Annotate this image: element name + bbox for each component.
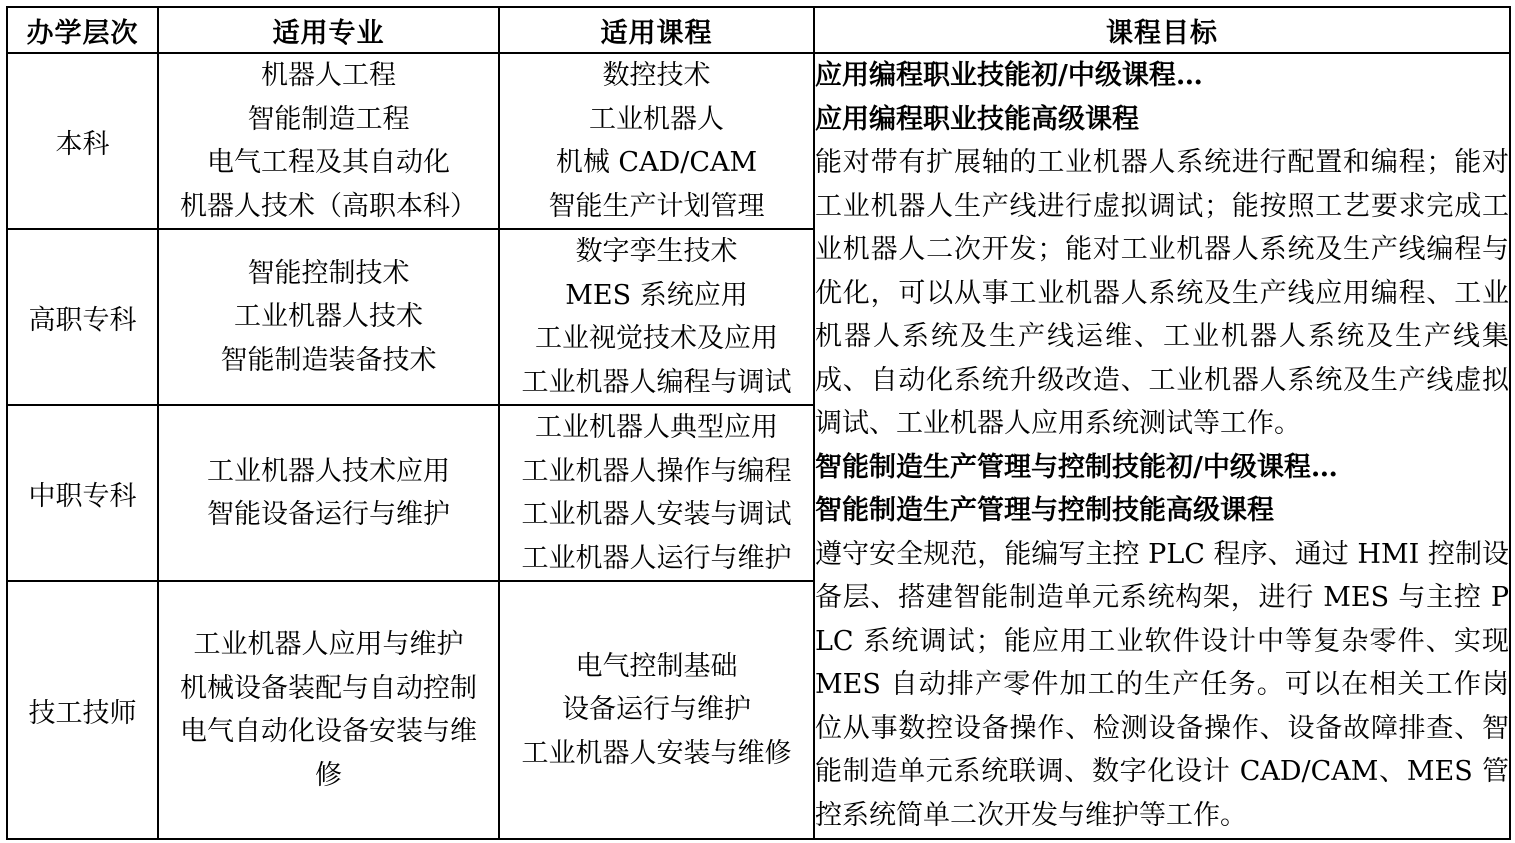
majors-cell: [158, 581, 499, 839]
level-cell: 本科: [7, 53, 158, 229]
courses-cell: [499, 405, 814, 581]
majors-cell: [158, 53, 499, 229]
header-courses: 适用课程: [499, 7, 814, 53]
major-item: 工业机器人技术应用: [207, 455, 450, 487]
level-cell: 中职专科: [7, 405, 158, 581]
majors-cell: [158, 229, 499, 405]
goals-cell: [814, 53, 1510, 839]
level-cell: 技工技师: [7, 581, 158, 839]
course-item: 设备运行与维护: [562, 694, 751, 726]
major-item: 智能设备运行与维护: [207, 499, 450, 530]
goal-heading: 智能制造生产管理与控制技能初/中级课程…: [815, 451, 1338, 483]
course-table: [6, 6, 1511, 840]
table-row: [7, 53, 1510, 229]
goal-heading: 智能制造生产管理与控制技能高级课程: [815, 495, 1274, 526]
major-item: 机器人技术（高职本科）: [180, 190, 477, 222]
courses-cell: [499, 53, 814, 229]
goal-heading: 应用编程职业技能初/中级课程…: [815, 60, 1203, 91]
level-cell: 高职专科: [7, 229, 158, 405]
course-item: 智能生产计划管理: [548, 190, 765, 222]
major-item: 工业机器人技术: [234, 301, 423, 333]
major-item: 智能制造装备技术: [220, 344, 437, 376]
major-item: 电气自动化设备安装与维修: [180, 716, 477, 791]
course-item: 数控技术: [602, 60, 711, 91]
goal-heading: 应用编程职业技能高级课程: [815, 103, 1139, 135]
major-item: 工业机器人应用与维护: [193, 629, 464, 660]
goal-description: 能对带有扩展轴的工业机器人系统进行配置和编程；能对工业机器人生产线进行虚拟调试；能按照工艺要求完成工业机器人二次开发；能对工业机器人系统及生产线编程与优化，可以从事工业机器人系统及生产线应用编程、工业机器人系统及生产线运维、工业机器人系统及生产线集成、自动化系统升级改造、工业机器人系统及生产线虚拟调试、工业机器人应用系统测试等工作。: [815, 147, 1509, 439]
header-majors: 适用专业: [158, 7, 499, 53]
course-item: 机械 CAD/CAM: [555, 147, 758, 178]
course-item: 工业机器人: [589, 103, 724, 135]
courses-cell: [499, 581, 814, 839]
major-item: 电气工程及其自动化: [207, 147, 450, 178]
course-item: 工业机器人安装与维修: [521, 737, 792, 769]
course-item: 工业机器人安装与调试: [521, 499, 792, 530]
course-item: 工业机器人操作与编程: [521, 455, 792, 487]
course-item: 工业视觉技术及应用: [535, 323, 778, 354]
goal-description: 遵守安全规范，能编写主控 PLC 程序、通过 HMI 控制设备层、搭建智能制造单元系统构架，进行 MES 与主控 PLC 系统调试；能应用工业软件设计中等复杂零件、实现 MES 自动排产零件加工的生产任务。可以在相关工作岗位从事数控设备操作、检测设备操作、设备故障排查、智能制造单元系统联调、数字化设计 CAD/CAM、MES 管控系统简单二次开发与维护等工作。: [815, 538, 1509, 831]
course-item: 工业机器人运行与维护: [521, 542, 792, 574]
header-goals: 课程目标: [814, 7, 1510, 53]
course-item: 数字孪生技术: [575, 236, 738, 267]
major-item: 智能制造工程: [247, 103, 410, 135]
course-item: 电气控制基础: [575, 650, 738, 682]
courses-cell: [499, 229, 814, 405]
major-item: 智能控制技术: [247, 257, 410, 289]
majors-cell: [158, 405, 499, 581]
header-row: [7, 7, 1510, 53]
major-item: 机器人工程: [261, 60, 396, 91]
header-level: 办学层次: [7, 7, 158, 53]
course-item: 工业机器人典型应用: [535, 412, 778, 443]
course-item: MES 系统应用: [565, 279, 748, 311]
major-item: 机械设备装配与自动控制: [180, 672, 477, 704]
course-item: 工业机器人编程与调试: [521, 366, 792, 398]
